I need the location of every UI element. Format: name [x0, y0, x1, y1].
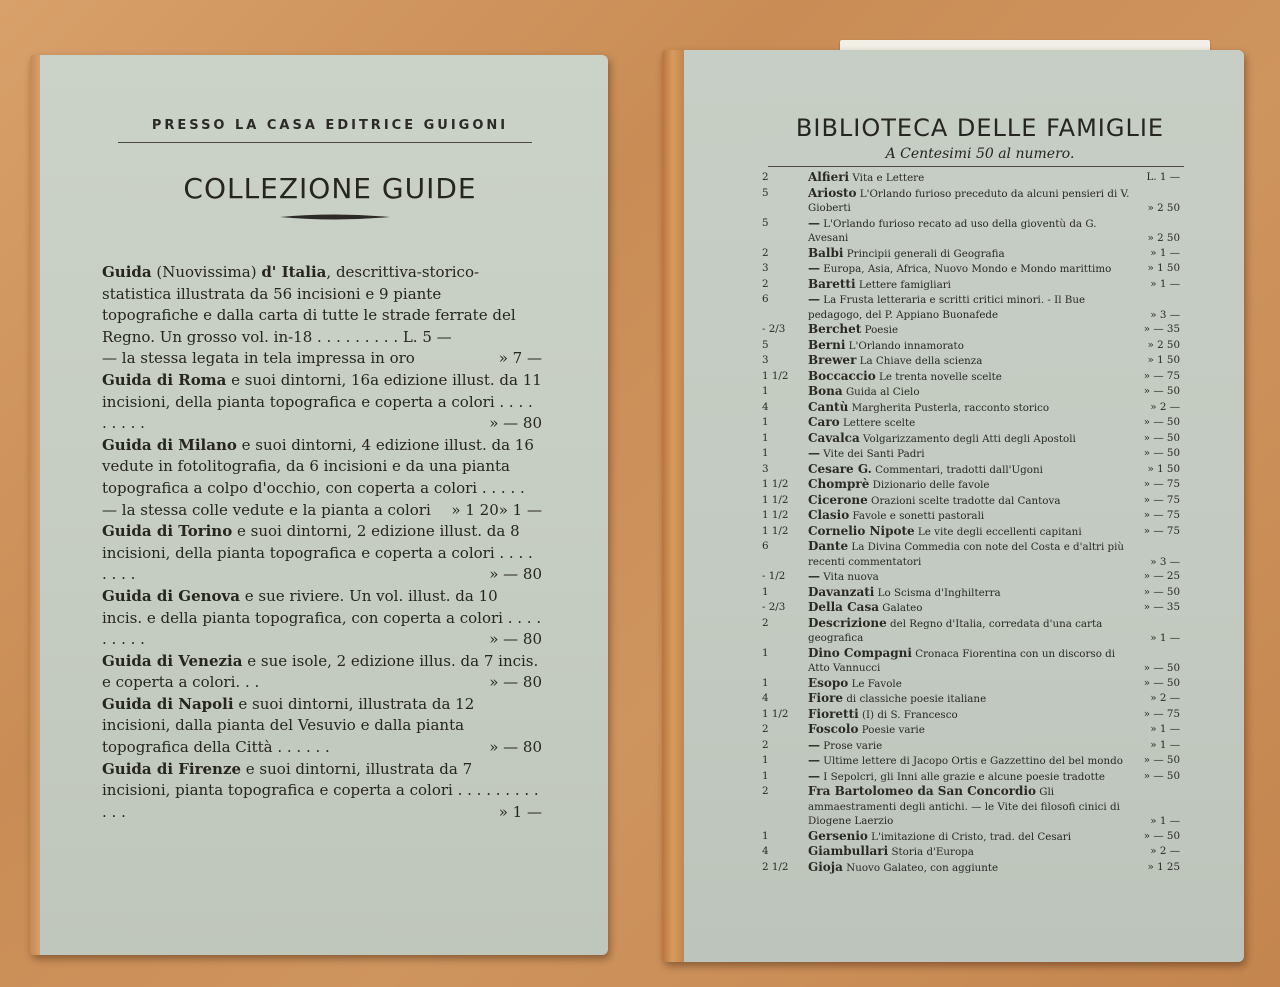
guide-entry: Guida di Venezia e sue isole, 2 edizione illus. da 7 incis. e coperta a colori. . . » — 80	[102, 651, 542, 692]
volume-count: 2	[762, 785, 769, 797]
volume-count: 4	[762, 400, 769, 413]
price: L. 1 —	[1146, 171, 1180, 183]
price: » 2 —	[1150, 845, 1180, 857]
catalog-row	[762, 539, 1180, 569]
work-title: Poesie	[864, 324, 899, 336]
work-title: Vita nuova	[823, 571, 879, 583]
author-name: —	[808, 446, 820, 460]
catalog-row	[762, 600, 1180, 616]
price: » 2 —	[1150, 692, 1180, 704]
volume-count: 1	[762, 416, 769, 428]
author-name: Fra Bartolomeo da San Concordio	[808, 784, 1036, 798]
price: » 1 25	[1147, 860, 1180, 873]
work-title: I Sepolcri, gli Inni alle grazie e alcune poesie tradotte	[823, 770, 1105, 783]
work-title: La Frusta letteraria e scritti critici minori. - Il Bue pedagogo, del P. Appiano Buonafede	[808, 294, 1086, 321]
work-title: Prose varie	[823, 739, 883, 752]
volume-count: - 2/3	[762, 323, 786, 335]
volume-count: 1 1/2	[762, 707, 789, 720]
author-name: Cesare G.	[808, 461, 872, 476]
volume-count: 2	[762, 171, 769, 183]
work-title: Nuovo Galateo, con aggiunte	[846, 861, 999, 874]
catalog-row	[762, 369, 1180, 385]
author-name: Cicerone	[808, 492, 868, 507]
price: » 1 —	[1150, 277, 1180, 290]
price: » — 35	[1143, 601, 1180, 613]
work-title: Lo Scisma d'Inghilterra	[877, 586, 1001, 599]
price: » 1 —	[1150, 738, 1180, 751]
author-name: Balbi	[808, 245, 844, 260]
volume-count: 5	[762, 338, 769, 351]
volume-count: 2	[762, 616, 769, 629]
catalog-row	[762, 353, 1180, 369]
author-name: Berni	[808, 337, 846, 352]
author-name: Caro	[808, 415, 840, 429]
catalog-row	[762, 769, 1180, 785]
catalog-row	[762, 477, 1180, 493]
volume-count: 1	[762, 385, 769, 397]
price: » — 50	[1143, 829, 1180, 842]
catalog-row	[762, 170, 1180, 186]
price: » — 75	[1143, 493, 1180, 506]
volume-count: 2	[762, 723, 769, 735]
divider	[118, 142, 532, 143]
work-title: Le Favole	[851, 677, 902, 690]
work-title: Vita e Lettere	[852, 172, 925, 184]
price: » 1 50	[1147, 354, 1180, 366]
catalog-row	[762, 707, 1180, 723]
catalog-row	[762, 292, 1180, 322]
author-name: Boccaccio	[808, 368, 876, 383]
price: » 1 —	[1150, 815, 1180, 827]
author-name: Ariosto	[808, 185, 857, 200]
volume-count: 1 1/2	[762, 478, 789, 490]
author-name: —	[808, 737, 820, 752]
work-title: La Chiave della scienza	[859, 355, 983, 367]
volume-count: 4	[762, 692, 769, 704]
price: » — 50	[1143, 662, 1180, 674]
work-title: L'Orlando furioso recato ad uso della gioventù da G. Avesani	[808, 217, 1097, 244]
author-name: —	[808, 261, 820, 275]
volume-count: 1	[762, 431, 769, 444]
volume-count: 1 1/2	[762, 524, 789, 537]
author-name: Foscolo	[808, 722, 859, 736]
guide-entry: Guida (Nuovissima) d' Italia, descrittiva-storico-statistica illustrata da 56 incisioni e 9 piante topografiche e dalla carta di tutte le strade ferrate del Regno. Un grosso vol. in-18 . . . . . . . . . L. 5 —	[102, 263, 516, 346]
price: » 2 50	[1147, 232, 1180, 244]
catalog-row	[762, 691, 1180, 707]
price: » 1 50	[1147, 462, 1180, 475]
catalog-row	[762, 431, 1180, 447]
work-title: Commentari, tradotti dall'Ugoni	[875, 463, 1043, 476]
work-title: Principii generali di Geografia	[846, 247, 1005, 260]
price: » 1 50	[1147, 262, 1180, 274]
volume-count: 1	[762, 754, 769, 766]
author-name: Brewer	[808, 353, 857, 367]
ornament-rule	[280, 214, 390, 220]
catalog-row	[762, 722, 1180, 738]
work-title: Galateo	[882, 602, 923, 614]
work-title: Cronaca Fiorentina con un discorso di Atto Vannucci	[808, 647, 1116, 674]
author-name: Baretti	[808, 276, 856, 291]
volume-count: 5	[762, 186, 769, 199]
guide-entry: Guida di Torino e suoi dintorni, 2 edizione illust. da 8 incisioni, della pianta topografica e coperta a colori . . . . . . . . » — 80	[102, 522, 542, 584]
volume-count: 2	[762, 277, 769, 290]
author-name: Gersenio	[808, 828, 868, 843]
price: » 2 50	[1147, 202, 1180, 214]
price: » — 50	[1143, 754, 1180, 766]
author-name: Descrizione	[808, 615, 887, 630]
author-name: —	[808, 215, 820, 230]
library-subtitle: A Centesimi 50 al numero.	[885, 146, 1075, 162]
price: » — 50	[1143, 431, 1180, 444]
volume-count: 3	[762, 462, 769, 475]
volume-count: 2	[762, 738, 769, 751]
work-title: Orazioni scelte tradotte dal Cantova	[871, 494, 1061, 507]
left-book-edge	[30, 55, 40, 955]
author-name: —	[808, 292, 820, 306]
price: » 2 50	[1147, 338, 1180, 351]
work-title: Guida al Cielo	[845, 386, 920, 398]
work-title: Ultime lettere di Jacopo Ortis e Gazzettino del bel mondo	[823, 755, 1123, 767]
price: » — 35	[1143, 323, 1180, 335]
work-title: Lettere famigliari	[858, 278, 951, 291]
work-title: L'imitazione di Cristo, trad. del Cesari	[871, 830, 1072, 843]
price: » — 50	[1143, 769, 1180, 782]
author-name: Fiore	[808, 691, 844, 705]
work-title: L'Orlando innamorato	[848, 339, 964, 352]
author-name: Gioja	[808, 859, 843, 874]
author-name: Davanzati	[808, 584, 875, 599]
price: » — 50	[1143, 385, 1180, 397]
price: » 1 —	[1150, 723, 1180, 735]
catalog-row	[762, 646, 1180, 676]
volume-count: 1	[762, 769, 769, 782]
work-title: Gli ammaestramenti degli antichi. — le Vite dei filosofi cinici di Diogene Laerzio	[808, 786, 1120, 827]
volume-count: - 1/2	[762, 570, 786, 582]
guide-entry: Guida di Firenze e suoi dintorni, illustrata da 7 incisioni, pianta topografica e coperta a colori . . . . . . . . . . . . » 1 —	[102, 759, 542, 821]
author-name: Della Casa	[808, 600, 879, 614]
price: » — 50	[1143, 447, 1180, 459]
catalog-row	[762, 246, 1180, 262]
work-title: (I) di S. Francesco	[861, 708, 958, 721]
volume-count: 6	[762, 293, 769, 305]
catalog-row	[762, 569, 1180, 585]
work-title: Volgarizzamento degli Atti degli Apostoli	[863, 432, 1076, 445]
guide-entry: — la stessa colle vedute e la pianta a colori » 1 20	[102, 500, 499, 519]
work-title: La Divina Commedia con note del Costa e d'altri più recenti commentatori	[808, 541, 1125, 568]
author-name: —	[808, 569, 820, 583]
price: » 1 —	[1150, 246, 1180, 259]
catalog-row	[762, 844, 1180, 860]
author-name: Esopo	[808, 675, 849, 690]
catalog-row	[762, 524, 1180, 540]
work-title: di classiche poesie italiane	[846, 693, 987, 705]
price: » — 75	[1143, 478, 1180, 490]
price: » — 75	[1143, 369, 1180, 382]
guide-entry: Guida di Genova e sue riviere. Un vol. illust. da 10 incis. e della pianta topografica, con coperta a colori . . . . . . . . . » — 80	[102, 586, 542, 649]
author-name: Clasio	[808, 508, 850, 522]
guide-entry: Guida di Milano e suoi dintorni, 4 edizione illust. da 16 vedute in fotolitografia, da 6 incisioni e da una pianta topografica a colpo d'occhio, con coperta a colori . . . . . » 1 —	[102, 435, 542, 519]
author-name: Dante	[808, 539, 849, 553]
price: » — 75	[1143, 707, 1180, 720]
volume-count: 2 1/2	[762, 860, 789, 873]
catalog-row	[762, 860, 1180, 876]
catalog-row	[762, 784, 1180, 829]
catalog-row	[762, 585, 1180, 601]
work-title: Le trenta novelle scelte	[879, 370, 1002, 383]
catalog-row	[762, 261, 1180, 277]
volume-count: 6	[762, 540, 769, 552]
guide-entry: Guida di Napoli e suoi dintorni, illustrata da 12 incisioni, dalla pianta del Vesuvio e dalla pianta topografica della Città . . . . . . » — 80	[102, 694, 542, 757]
author-name: Cavalca	[808, 430, 860, 445]
volume-count: 1	[762, 646, 769, 659]
work-title: Le vite degli eccellenti capitani	[917, 525, 1082, 538]
catalog-row	[762, 400, 1180, 416]
guide-entry: Guida di Roma e suoi dintorni, 16a edizione illust. da 11 incisioni, della pianta topografica e coperta a colori . . . . . . . . . » — 80	[102, 370, 542, 433]
author-name: Fioretti	[808, 706, 859, 721]
volume-count: 1	[762, 585, 769, 598]
volume-count: 3	[762, 354, 769, 366]
work-title: Margherita Pusterla, racconto storico	[851, 401, 1050, 414]
catalog-row	[762, 676, 1180, 692]
collection-title: COLLEZIONE GUIDE	[183, 172, 477, 205]
catalog-row	[762, 415, 1180, 431]
price: » — 75	[1143, 524, 1180, 537]
author-name: Cantù	[808, 399, 849, 414]
right-book-spine	[662, 50, 684, 962]
volume-count: 1	[762, 676, 769, 689]
catalog-row	[762, 493, 1180, 509]
guide-entry: — la stessa legata in tela impressa in oro » 7 —	[102, 349, 542, 368]
library-title: BIBLIOTECA DELLE FAMIGLIE	[795, 114, 1165, 142]
author-name: Berchet	[808, 322, 862, 336]
price: » 3 —	[1150, 555, 1180, 568]
work-title: Vite dei Santi Padri	[823, 448, 925, 460]
guide-list	[102, 262, 542, 823]
price: » 2 —	[1150, 400, 1180, 413]
catalog-row	[762, 446, 1180, 462]
catalog-row	[762, 322, 1180, 338]
volume-count: - 2/3	[762, 601, 786, 613]
price: » — 50	[1143, 416, 1180, 428]
work-title: Dizionario delle favole	[872, 479, 990, 491]
author-name: —	[808, 768, 820, 783]
catalog-row	[762, 462, 1180, 478]
volume-count: 1	[762, 829, 769, 842]
work-title: Lettere scelte	[842, 417, 916, 429]
author-name: Bona	[808, 384, 843, 398]
author-name: Cornelio Nipote	[808, 523, 915, 538]
work-title: del Regno d'Italia, corredata d'una carta geografica	[808, 617, 1103, 644]
work-title: Europa, Asia, Africa, Nuovo Mondo e Mondo marittimo	[823, 263, 1112, 275]
volume-count: 1	[762, 447, 769, 459]
author-name: —	[808, 753, 820, 767]
work-title: Poesie varie	[861, 724, 925, 736]
catalog-list	[762, 170, 1180, 875]
volume-count: 1 1/2	[762, 509, 789, 521]
author-name: Alfieri	[808, 170, 850, 184]
volume-count: 5	[762, 216, 769, 229]
catalog-row	[762, 616, 1180, 646]
volume-count: 2	[762, 246, 769, 259]
volume-count: 4	[762, 845, 769, 857]
price: » — 75	[1143, 509, 1180, 521]
work-title: Storia d'Europa	[891, 846, 974, 858]
price: » 3 —	[1150, 308, 1180, 321]
volume-count: 3	[762, 262, 769, 274]
catalog-row	[762, 829, 1180, 845]
price: » — 25	[1143, 570, 1180, 582]
work-title: Favole e sonetti pastorali	[852, 510, 985, 522]
divider	[768, 166, 1184, 167]
price: » — 50	[1143, 585, 1180, 598]
catalog-row	[762, 508, 1180, 524]
volume-count: 1 1/2	[762, 493, 789, 506]
author-name: Dino Compagni	[808, 645, 912, 660]
publisher-line: PRESSO LA CASA EDITRICE GUIGONI	[151, 118, 509, 133]
catalog-row	[762, 216, 1180, 246]
catalog-row	[762, 738, 1180, 754]
catalog-row	[762, 384, 1180, 400]
catalog-row	[762, 277, 1180, 293]
author-name: Giambullari	[808, 844, 889, 858]
volume-count: 1 1/2	[762, 369, 789, 382]
work-title: L'Orlando furioso preceduto da alcuni pensieri di V. Gioberti	[808, 187, 1130, 214]
author-name: Chomprè	[808, 477, 870, 491]
catalog-row	[762, 753, 1180, 769]
catalog-row	[762, 186, 1180, 216]
catalog-row	[762, 338, 1180, 354]
price: » 1 —	[1150, 632, 1180, 644]
price: » — 50	[1143, 676, 1180, 689]
